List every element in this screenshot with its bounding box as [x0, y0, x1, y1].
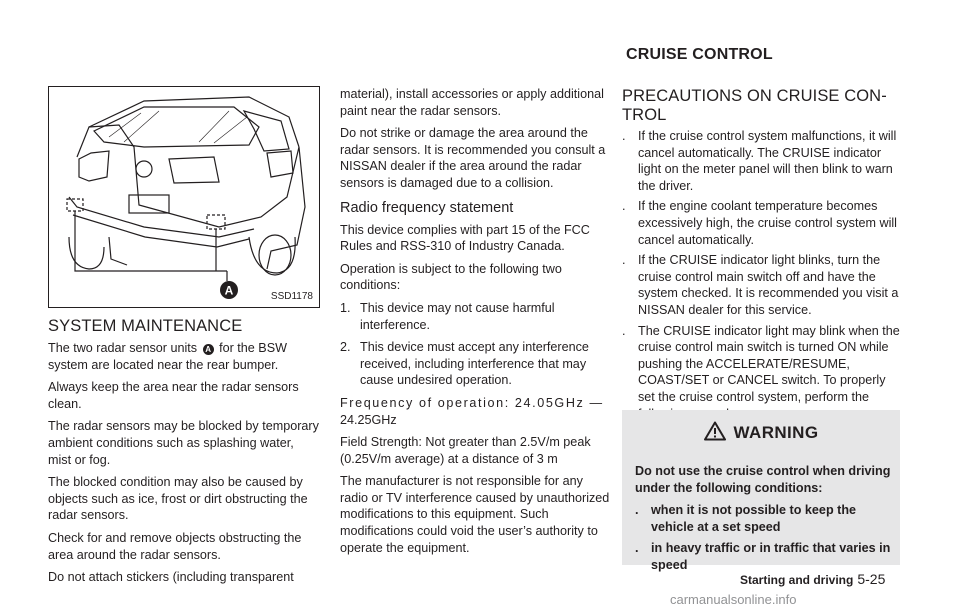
- rear-vehicle-illustration: [48, 86, 320, 308]
- page-footer: [740, 571, 885, 587]
- col1-paragraph-2: Always keep the area near the radar sensors clean.: [48, 380, 299, 411]
- col2-paragraph-5: Field Strength: Not greater than 2.5V/m peak (0.25V/m average) at a distance of 3 m: [340, 435, 591, 466]
- list-item: . If the CRUISE indicator light blinks, turn the cruise control main switch off and have the system checked. It is recommended you visit a NISSAN dealer for this service.: [622, 253, 899, 317]
- precautions-list: [622, 128, 900, 426]
- warning-body: [635, 463, 893, 579]
- list-item: . If the cruise control system malfunctions, it will cancel automatically. The CRUISE indicator light on the meter panel will then blink to warn the driver.: [622, 129, 897, 193]
- chapter-name: Starting and driving: [740, 573, 854, 587]
- figure-code: SSD1178: [270, 291, 313, 302]
- col1-paragraph-6: Do not attach stickers (including transparent: [48, 570, 294, 585]
- col2-body: [340, 86, 612, 562]
- section-title: CRUISE CONTROL: [626, 46, 773, 63]
- warning-box: [622, 410, 900, 572]
- col1-body: [48, 340, 320, 592]
- system-maintenance-heading: SYSTEM MAINTENANCE: [48, 317, 243, 335]
- minivan-rear-drawing: [49, 87, 320, 308]
- col2-paragraph-6: The manufacturer is not responsible for any radio or TV interference caused by unauthorized modifications to this equipment. Such modifications could void the user’s authority to operate the equipment.: [340, 474, 610, 555]
- col2-paragraph-2: Do not strike or damage the area around the radar sensors. It is recommended you consult a NISSAN dealer if the area around the radar sensors is damaged due to a collision.: [340, 126, 606, 190]
- list-item: . in heavy traffic or in traffic that varies in speed: [635, 541, 891, 572]
- list-item: . The CRUISE indicator light may blink when the cruise control main switch is turned ON while pushing the ACCELERATE/RESUME, COAST/SET or CANCEL switch. To properly set the cruise control system, perform the: [622, 323, 900, 404]
- col2-paragraph-4: Operation is subject to the following two conditions:: [340, 261, 562, 293]
- col1-paragraph-3: The radar sensors may be blocked by temporary ambient conditions such as splashing water, mist or fog.: [48, 419, 319, 467]
- col1-paragraph-5: Check for and remove objects obstructing the area around the radar sensors.: [48, 530, 302, 562]
- warning-title: WARNING: [622, 421, 900, 446]
- warning-intro: Do not use the cruise control when driving under the following conditions:: [635, 464, 891, 495]
- col1-paragraph-4: The blocked condition may also be caused by objects such as ice, frost or dirt obstructing the radar sensors.: [48, 475, 308, 523]
- list-item: 1. This device may not cause harmful interference.: [340, 300, 555, 332]
- list-item: . when it is not possible to keep the vehicle at a set speed: [635, 503, 857, 534]
- list-item: . If the engine coolant temperature becomes excessively high, the cruise control system will cancel automatically.: [622, 199, 897, 247]
- col2-paragraph-1: material), install accessories or apply additional paint near the radar sensors.: [340, 87, 604, 118]
- page-number: 5-25: [857, 571, 886, 587]
- callout-a-inline-icon: A: [203, 344, 214, 355]
- warning-triangle-icon: [704, 421, 726, 446]
- frequency-statement: Frequency of operation: 24.05GHz — 24.25GHz: [340, 395, 604, 427]
- watermark: carmanualsonline.info: [670, 592, 797, 607]
- col1-paragraph-1: The two radar sensor units A for the BSW system are located near the rear bumper.: [48, 341, 287, 372]
- list-item: 2. This device must accept any interference received, including interference that may cause undesired operation.: [340, 340, 589, 388]
- radio-frequency-heading: Radio frequency statement: [340, 199, 514, 216]
- precautions-heading: PRECAUTIONS ON CRUISE CON- TROL: [622, 87, 887, 124]
- callout-a-label: A: [224, 283, 234, 298]
- col2-paragraph-3: This device complies with part 15 of the FCC Rules and RSS-310 of Industry Canada.: [340, 222, 590, 254]
